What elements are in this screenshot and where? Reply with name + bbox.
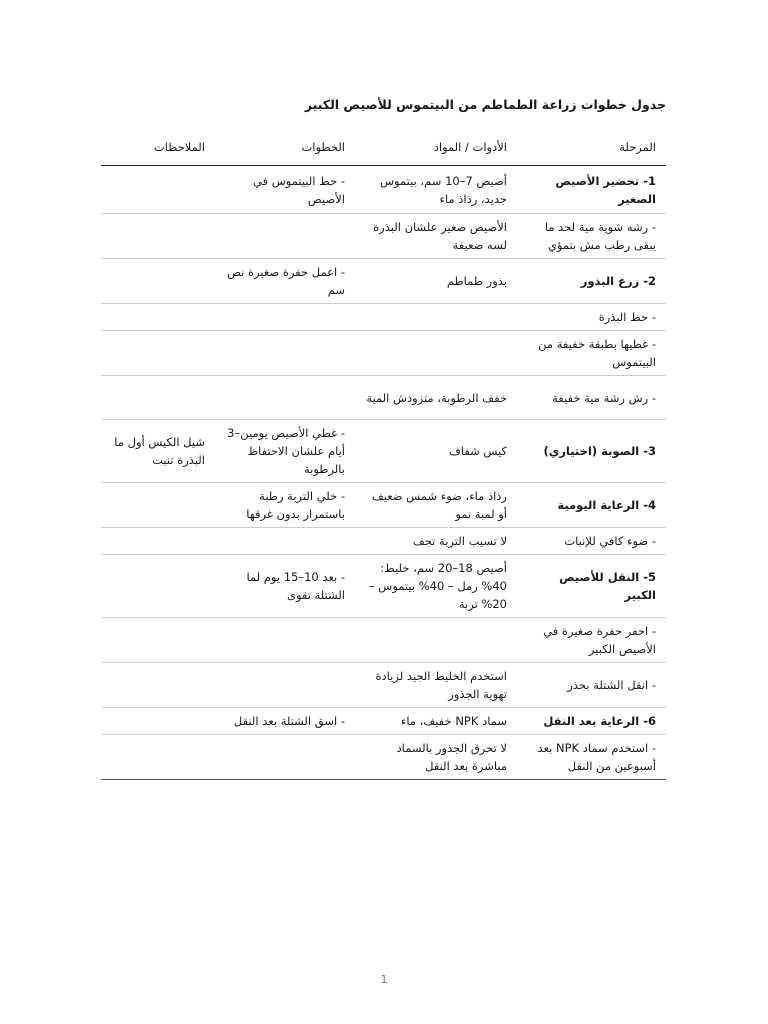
cell-notes (101, 259, 215, 304)
header-tools: الأدوات / المواد (355, 132, 517, 166)
cell-stage: 4- الرعاية اليومية (517, 483, 666, 528)
cell-stage: - رشه شوية مية لحد ما يبقى رطب مش بتمؤي (517, 214, 666, 259)
table-row (101, 528, 666, 555)
cell-steps (215, 376, 355, 420)
cell-tools: استخدم الخليط الجيد لزيادة تهوية الجذور (355, 663, 517, 708)
cell-stage: - غطيها بطبقة خفيفة من البيتموس (517, 331, 666, 376)
cell-notes (101, 708, 215, 735)
cell-steps (215, 618, 355, 663)
cell-stage: 6- الرعاية بعد النقل (517, 708, 666, 735)
cell-notes (101, 304, 215, 331)
cell-steps: - اسق الشتلة بعد النقل (215, 708, 355, 735)
cell-notes (101, 618, 215, 663)
cell-stage: 3- الصوبة (اختياري) (517, 420, 666, 483)
header-stage: المرحلة (517, 132, 666, 166)
header-notes: الملاحظات (101, 132, 215, 166)
cell-tools: لا تحرق الجذور بالسماد مباشرة بعد النقل (355, 735, 517, 780)
cell-steps (215, 214, 355, 259)
cell-steps: - اعمل حفرة صغيرة نص سم (215, 259, 355, 304)
table-row (101, 331, 666, 376)
table-row (101, 259, 666, 304)
cell-notes (101, 663, 215, 708)
page-number: 1 (380, 973, 388, 986)
table-row (101, 214, 666, 259)
table-row (101, 420, 666, 483)
table-row (101, 708, 666, 735)
cell-stage: - استخدم سماد NPK بعد أسبوعين من النقل (517, 735, 666, 780)
cell-tools (355, 618, 517, 663)
cell-stage: - احفر حفرة صغيرة في الأصيص الكبير (517, 618, 666, 663)
cell-steps (215, 304, 355, 331)
table-row (101, 376, 666, 420)
table-row (101, 663, 666, 708)
cell-tools (355, 331, 517, 376)
cell-steps: - بعد 10–15 يوم لما الشتلة تقوى (215, 555, 355, 618)
cell-steps (215, 735, 355, 780)
cell-stage: - رش رشة مية خفيفة (517, 376, 666, 420)
table-row (101, 735, 666, 780)
cell-steps: - غطي الأصيص يومين–3 أيام علشان الاحتفاظ بالرطوبة (215, 420, 355, 483)
header-steps: الخطوات (215, 132, 355, 166)
cell-tools: بذور طماطم (355, 259, 517, 304)
table-header-row (101, 132, 666, 166)
cell-tools: لا تسيب التربة تجف (355, 528, 517, 555)
table-row (101, 483, 666, 528)
cell-notes (101, 528, 215, 555)
cell-notes (101, 483, 215, 528)
cell-notes: شيل الكيس أول ما البذرة تنبت (101, 420, 215, 483)
planting-steps-table (101, 132, 666, 780)
cell-steps: - خلي التربة رطبة باستمرار بدون غرقها (215, 483, 355, 528)
cell-stage: 5- النقل للأصيص الكبير (517, 555, 666, 618)
cell-steps (215, 663, 355, 708)
cell-notes (101, 735, 215, 780)
table-row (101, 555, 666, 618)
document-title: جدول خطوات زراعة الطماطم من البيتموس للأصيص الكبير (304, 97, 666, 112)
cell-tools: الأصيص صغير علشان البذرة لسه ضعيفة (355, 214, 517, 259)
table-row (101, 166, 666, 214)
cell-notes (101, 214, 215, 259)
cell-stage: - انقل الشتلة بحذر (517, 663, 666, 708)
cell-stage: - ضوء كافي للإنبات (517, 528, 666, 555)
cell-steps (215, 331, 355, 376)
cell-steps (215, 528, 355, 555)
cell-tools: كيس شفاف (355, 420, 517, 483)
cell-steps: - حط البيتموس في الأصيص (215, 166, 355, 214)
cell-tools: سماد NPK خفيف، ماء (355, 708, 517, 735)
cell-stage: 2- زرع البذور (517, 259, 666, 304)
cell-tools: أصيص 18–20 سم، خليط: 40% رمل – 40% بيتموس – 20% تربة (355, 555, 517, 618)
cell-notes (101, 376, 215, 420)
cell-notes (101, 555, 215, 618)
cell-tools: أصيص 7–10 سم، بيتموس جديد، رذاذ ماء (355, 166, 517, 214)
table-row (101, 304, 666, 331)
cell-tools: رذاذ ماء، ضوء شمس ضعيف أو لمبة نمو (355, 483, 517, 528)
cell-notes (101, 166, 215, 214)
cell-stage: - حط البذرة (517, 304, 666, 331)
cell-tools: خفف الرطوبة، متزودش المية (355, 376, 517, 420)
cell-stage: 1- تحضير الأصيص الصغير (517, 166, 666, 214)
cell-tools (355, 304, 517, 331)
table-row (101, 618, 666, 663)
cell-notes (101, 331, 215, 376)
